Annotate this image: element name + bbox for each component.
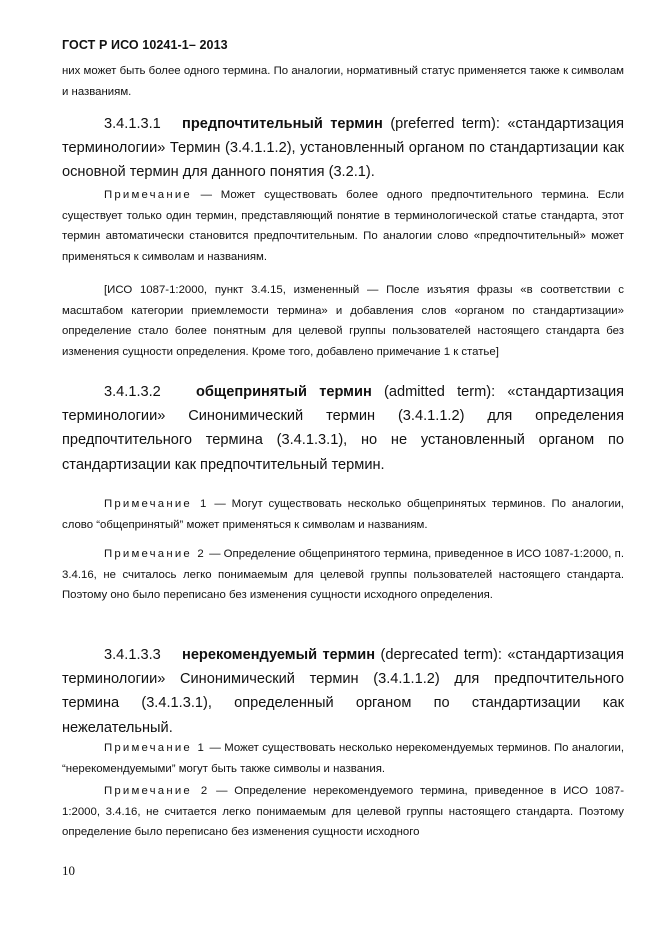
- entry-3-4-1-3-3: [62, 643, 624, 740]
- entry-definition: (admitted term): «стандартизация терминологии» Синонимический термин (3.4.1.1.2) для определения предпочтительного термина (3.4.1.3.1), но не установленный органом по стандартизации как предпочтительный термин.: [62, 384, 625, 473]
- note-label: Примечание: [104, 189, 192, 201]
- entry-3-4-1-3-1: [62, 112, 624, 185]
- entry-term: предпочтительный термин: [182, 116, 383, 132]
- entry-number: 3.4.1.3.3: [104, 647, 161, 663]
- entry-definition: (preferred term): «стандартизация терминологии» Термин (3.4.1.1.2), установленный органом по стандартизации как основной термин для данного понятия (3.2.1).: [62, 116, 625, 181]
- document-header: ГОСТ Р ИСО 10241-1– 2013: [62, 38, 228, 52]
- note-text: — Могут существовать несколько общепринятых терминов. По аналогии, слово “общепринятый” может применяться к символам и названиям.: [62, 498, 624, 531]
- page-number: 10: [62, 863, 75, 878]
- note-label: Примечание 1: [104, 742, 207, 754]
- note-text: — Определение нерекомендуемого термина, приведенное в ИСО 1087-1:2000, 3.4.16, не считается легко понимаемым для целевой группы настоящего стандарта. Поэтому определение было переписано без изменения сущности исходного: [62, 785, 624, 838]
- entry-number: 3.4.1.3.1: [104, 116, 161, 132]
- entry-term: общепринятый термин: [196, 384, 372, 400]
- note-text: — Определение общепринятого термина, приведенное в ИСО 1087-1:2000, п. 3.4.16, не считалось легко понимаемым для целевой группы пользователей настоящего стандарта. Поэтому оно было переписано без изменения сущности исходного определения.: [62, 548, 624, 601]
- source-reference: [ИСО 1087-1:2000, пункт 3.4.15, измененный — После изъятия фразы «в соответствии с масштабом категории приемлемости термина» и добавления слов «органом по стандартизации» определение стало более понятным для целевой группы пользователей настоящего стандарта без изменения сущности определения. Кроме того, добавлено примечание 1 к статье]: [62, 284, 624, 358]
- note-admitted-1: [62, 494, 624, 535]
- entry-3-4-1-3-2: [62, 380, 624, 477]
- note-label: Примечание 2: [104, 785, 210, 797]
- note-deprecated-2: [62, 781, 624, 843]
- note-admitted-2: [62, 544, 624, 606]
- note-preferred: [62, 185, 624, 267]
- note-deprecated-1: [62, 738, 624, 779]
- entry-term: нерекомендуемый термин: [182, 647, 376, 663]
- note-text: — Может существовать более одного предпочтительного термина. Если существует только один термин, представляющий понятие в терминологической статье стандарта, этот термин автоматически становится предпочтительным. По аналогии слово «предпочтительный» может применяться к символам и названиям.: [62, 189, 624, 263]
- note-label: Примечание 1: [104, 498, 209, 510]
- intro-paragraph: них может быть более одного термина. По аналогии, нормативный статус применяется также к символам и названиям.: [62, 65, 624, 98]
- entry-number: 3.4.1.3.2: [104, 384, 161, 400]
- note-text: — Может существовать несколько нерекомендуемых терминов. По аналогии, “нерекомендуемыми” могут быть также символы и названия.: [62, 742, 624, 775]
- note-label: Примечание 2: [104, 548, 206, 560]
- entry-definition: (deprecated term): «стандартизация терминологии» Синонимический термин (3.4.1.1.2) для предпочтительного термина (3.4.1.3.1), определенный органом по стандартизации как нежелательный.: [62, 647, 624, 736]
